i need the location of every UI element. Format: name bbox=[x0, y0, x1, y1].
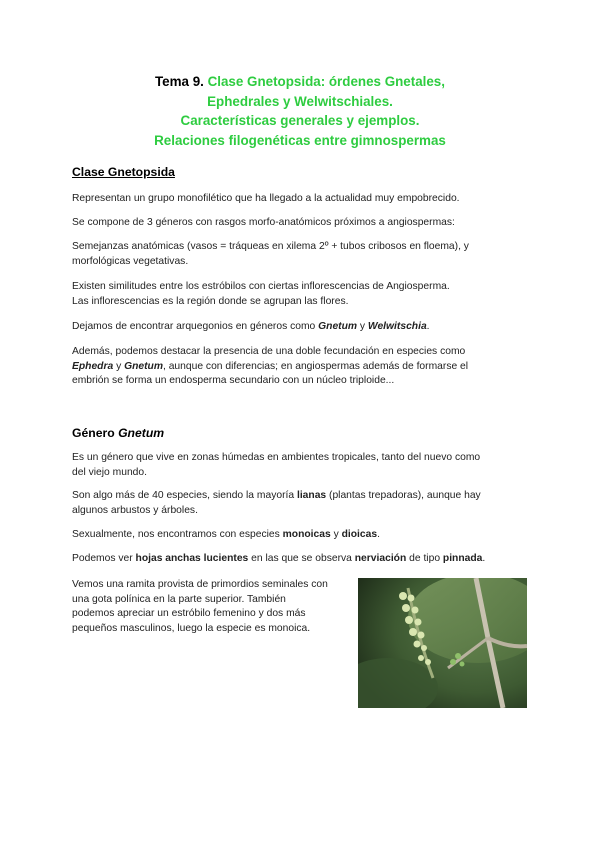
photo-caption bbox=[72, 578, 344, 636]
paragraph: Representan un grupo monofilético que ha llegado a la actualidad muy empobrecido. bbox=[72, 193, 460, 204]
paragraph bbox=[72, 451, 527, 480]
caption-line: pequeños masculinos, luego la especie es monoica. bbox=[72, 622, 311, 634]
text: en las que se observa bbox=[248, 553, 355, 564]
paragraph bbox=[72, 240, 527, 269]
text: . bbox=[377, 529, 380, 540]
caption-line: Vemos una ramita provista de primordios seminales con bbox=[72, 579, 328, 590]
text: Sexualmente, nos encontramos con especies bbox=[72, 529, 283, 540]
text: Dejamos de encontrar arquegonios en géneros como bbox=[72, 321, 319, 332]
heading-genus: Gnetum bbox=[118, 426, 165, 440]
genus-ephedra: Ephedra bbox=[72, 360, 114, 372]
bold-term: pinnada bbox=[442, 553, 483, 564]
paragraph-line: Es un género que vive en zonas húmedas en ambientes tropicales, tanto del nuevo como bbox=[72, 452, 481, 463]
bold-term: hojas anchas lucientes bbox=[135, 553, 249, 564]
paragraph bbox=[72, 489, 527, 518]
text: y bbox=[113, 360, 125, 372]
paragraph bbox=[72, 345, 527, 389]
text: , aunque con diferencias; en angiospermas además de formarse el bbox=[162, 360, 469, 372]
paragraph-line bbox=[72, 360, 527, 375]
paragraph bbox=[72, 552, 527, 567]
genus-gnetum: Gnetum bbox=[318, 321, 358, 332]
title-line-1: Clase Gnetopsida: órdenes Gnetales, bbox=[203, 74, 445, 89]
caption-line: podemos apreciar un estróbilo femenino y dos más bbox=[72, 608, 306, 619]
text: Son algo más de 40 especies, siendo la mayoría bbox=[72, 490, 297, 501]
paragraph bbox=[72, 280, 527, 309]
heading-text: Género bbox=[72, 426, 119, 440]
genus-welwitschia: Welwitschia bbox=[367, 321, 427, 332]
bold-term: monoicas bbox=[282, 529, 331, 540]
paragraph-line: morfológicas vegetativas. bbox=[72, 255, 189, 267]
paragraph-line: Además, podemos destacar la presencia de una doble fecundación en especies como bbox=[72, 346, 466, 357]
page-title bbox=[60, 72, 540, 150]
paragraph-line: Existen similitudes entre los estróbilos con ciertas inflorescencias de Angiosperma. bbox=[72, 281, 450, 292]
text: y bbox=[357, 321, 368, 332]
text: Podemos ver bbox=[72, 553, 136, 564]
text: . bbox=[426, 321, 430, 332]
title-line-4: Relaciones filogenéticas entre gimnospermas bbox=[154, 132, 446, 148]
paragraph-line: algunos arbustos y árboles. bbox=[72, 504, 198, 516]
genus-gnetum: Gnetum bbox=[124, 360, 163, 372]
title-prefix: Tema 9. bbox=[155, 74, 204, 89]
title-line-2: Ephedrales y Welwitschiales. bbox=[207, 93, 393, 109]
text: . bbox=[482, 553, 486, 564]
bold-term: nerviación bbox=[354, 553, 407, 564]
section-heading-genero-gnetum bbox=[72, 426, 164, 440]
title-line-3: Características generales y ejemplos. bbox=[180, 113, 420, 128]
paragraph-line: embrión se forma un endosperma secundario con un núcleo triploide... bbox=[72, 375, 395, 386]
paragraph-line: del viejo mundo. bbox=[72, 466, 147, 478]
paragraph-line bbox=[72, 489, 527, 504]
paragraph bbox=[72, 320, 527, 335]
text: y bbox=[330, 529, 342, 540]
paragraph-line: Las inflorescencias es la región donde se agrupan las flores. bbox=[72, 295, 349, 307]
text: (plantas trepadoras), aunque hay bbox=[326, 490, 481, 501]
paragraph bbox=[72, 528, 527, 543]
text: de tipo bbox=[406, 553, 443, 564]
paragraph-line: Semejanzas anatómicas (vasos = tráqueas en xilema 2º + tubos cribosos en floema), y bbox=[72, 241, 469, 252]
caption-line: una gota polínica en la parte superior. También bbox=[72, 593, 286, 605]
section-heading-gnetopsida: Clase Gnetopsida bbox=[72, 165, 175, 179]
gnetum-branch-image bbox=[358, 578, 527, 708]
bold-term: lianas bbox=[296, 490, 327, 501]
paragraph: Se compone de 3 géneros con rasgos morfo-anatómicos próximos a angiospermas: bbox=[72, 217, 455, 228]
bold-term: dioicas bbox=[341, 529, 378, 540]
gnetum-photo bbox=[358, 578, 527, 708]
